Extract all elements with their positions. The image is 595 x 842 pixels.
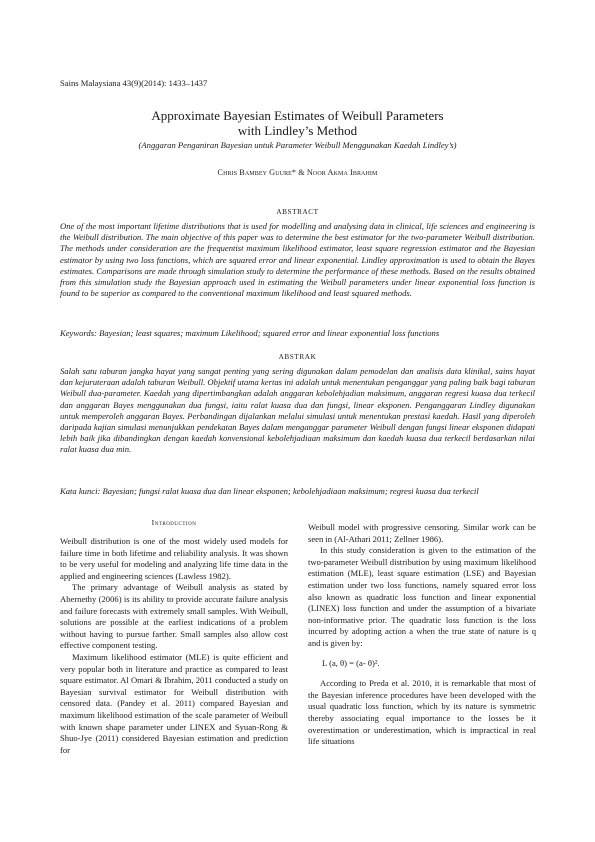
intro-paragraph: According to Preda et al. 2010, it is remarkable that most of the Bayesian inference procedures have been developed with the usual quadratic loss function, which by its nature is symmetric thereby associating equal importance to the losses be it overestimation or underestimation, which is impractical in real life situations xyxy=(308,678,536,747)
left-column xyxy=(60,536,288,756)
abstract-heading: ABSTRACT xyxy=(276,208,319,216)
intro-paragraph: Weibull distribution is one of the most widely used models for failure time in both lifetime and reliability analysis. It was shown to be very useful for modeling and analyzing life time data in the applied and engineering sciences (Lawless 1982). xyxy=(60,536,288,581)
introduction-heading: Introduction xyxy=(151,518,197,527)
intro-paragraph: The primary advantage of Weibull analysis as stated by Abernethy (2006) is its ability to provide accurate failure analysis and failure forecasts with extremely small samples. With Weibull, solutions are possible at the earliest indications of a problem without having to pursue farther. Small samples also allow cost effective component testing. xyxy=(60,582,288,651)
keywords: Keywords: Bayesian; least squares; maximum Likelihood; squared error and linear exponential loss functions xyxy=(60,328,440,338)
kata-kunci: Kata kunci: Bayesian; fungsi ralat kuasa dua dan linear eksponen; kebolehjadiaan maksimum; regresi kuasa dua terkecil xyxy=(60,486,479,496)
right-column xyxy=(308,522,536,748)
author-list: Chris Bambey Guure* & Noor Akma Ibrahim xyxy=(217,168,378,177)
paper-title-line-1: Approximate Bayesian Estimates of Weibull Parameters xyxy=(151,108,444,123)
intro-paragraph: Maximum likelihood estimator (MLE) is quite efficient and very popular both in literature and practice as compared to least square estimator. Al Omari & Ibrahim, 2011 conducted a study on Bayesian survival estimator for Weibull distribution with censored data. (Pandey et al. 2011) compared Bayesian and maximum likelihood estimation of the scale parameter of Weibull with known shape parameter under LINEX and Syuan-Rong & Shuo-Jye (2011) considered Bayesian estimation and prediction for xyxy=(60,651,288,755)
loss-equation: L (a, θ) = (a- θ)². xyxy=(322,657,380,668)
abstrak-body: Salah satu taburan jangka hayat yang sangat penting yang sering digunakan dalam pemodelan dan analisis data klinikal, sains hayat dan kejuruteraan adalah taburan Weibull. Objektif utama kertas ini adalah untuk menentukan penganggar yang paling baik bagi taburan Weibull dua-parameter. Kaedah yang dipertimbangkan adalah anggaran kebolehjadian maksimum, anggaran regresi kuasa dua terkecil dan anggaran Bayes menggunakan dua fungsi, iaitu ralat kuasa dua dan fungsi, linear eksponen. Penganggaran Lindley digunakan untuk memperoleh anggaran Bayes. Perbandingan dijalankan melalui simulasi untuk menentukan prestasi kaedah. Hasil yang diperoleh daripada kajian simulasi menunjukkan pendekatan Bayes dalam menganggar parameter Weibull dengan fungsi linear eksponen didapati lebih baik jika dibandingkan dengan kaedah konvensional kebolehjadiaan maksimum dan kaedah kuasa dua terkecil berdasarkan nilai ralat kuasa dua min. xyxy=(60,366,535,455)
abstrak-heading: ABSTRAK xyxy=(278,353,317,361)
paper-subtitle: (Anggaran Penganiran Bayesian untuk Parameter Weibull Menggunakan Kaedah Lindley’s) xyxy=(138,140,457,150)
intro-paragraph: Weibull model with progressive censoring. Similar work can be seen in (Al-Athari 2011; Zellner 1986). xyxy=(308,522,536,544)
journal-citation: Sains Malaysiana 43(9)(2014): 1433–1437 xyxy=(60,78,208,88)
abstract-body: One of the most important lifetime distributions that is used for modelling and analysing data in clinical, life sciences and engineering is the Weibull distribution. The main objective of this paper was to determine the best estimator for the two-parameter Weibull distribution. The methods under consideration are the frequentist maximum likelihood estimator, least square regression estimator and the Bayesian estimator by using two loss functions, which are squared error and linear exponential. Lindley approximation is used to obtain the Bayes estimates. Comparisons are made through simulation study to determine the performance of these methods. Based on the results obtained from this simulation study the Bayesian approach used in estimating the Weibull parameters under linear exponential loss function is found to be superior as compared to the conventional maximum likelihood and least squared methods. xyxy=(60,221,535,299)
paper-title-line-2: with Lindley’s Method xyxy=(237,123,358,138)
intro-paragraph: In this study consideration is given to the estimation of the two-parameter Weibull distribution by using maximum likelihood estimation (MLE), least square estimation (LSE) and Bayesian estimation under two loss functions, namely squared error loss also known as quadratic loss function and linear exponential (LINEX) loss function and under the assumption of a bivariate non-informative prior. The quadratic loss function is the loss incurred by adopting action a when the true state of nature is q and is given by: xyxy=(308,545,536,648)
